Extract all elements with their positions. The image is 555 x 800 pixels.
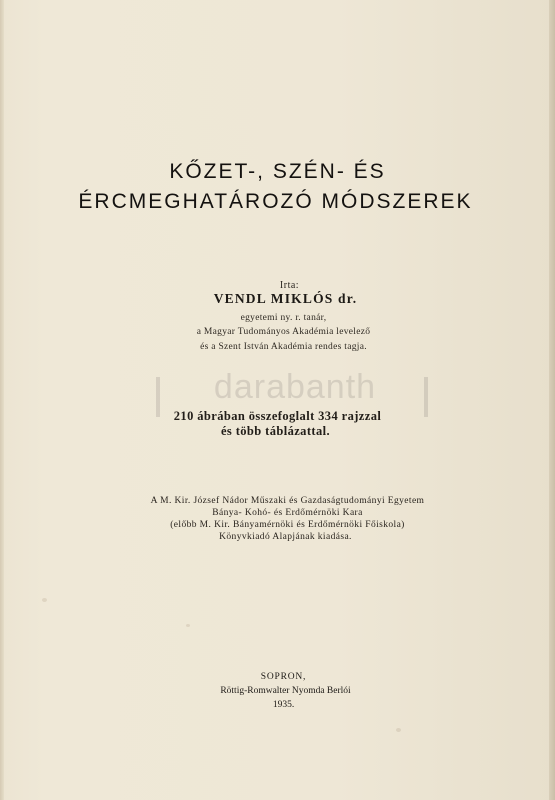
author-name: VENDL MIKLÓS dr. — [213, 291, 358, 306]
paper-spot — [186, 624, 190, 627]
watermark: darabanth — [213, 368, 377, 406]
title-line-1: KŐZET-, SZÉN- ÉS — [169, 160, 386, 183]
publisher-line-1: A M. Kir. József Nádor Műszaki és Gazdaságtudományi Egyetem — [150, 496, 425, 506]
publisher-line-2: Bánya- Kohó- és Erdőmérnöki Kara — [212, 508, 363, 518]
illustrations-line-2: és több táblázattal. — [220, 424, 331, 438]
imprint-year: 1935. — [272, 700, 295, 710]
imprint-place: SOPRON, — [260, 672, 307, 682]
paper-spot — [396, 728, 401, 732]
paper-spot — [42, 598, 47, 602]
title-line-2: ÉRCMEGHATÁROZÓ MÓDSZEREK — [78, 190, 473, 213]
imprint-printer: Röttig-Romwalter Nyomda Berlói — [220, 686, 351, 696]
publisher-line-4: Könyvkiadó Alapjának kiadása. — [219, 532, 352, 542]
publisher-line-3: (előbb M. Kir. Bányamérnöki és Erdőmérnöki Főiskola) — [170, 520, 405, 530]
author-affiliation-1: egyetemi ny. r. tanár, — [240, 313, 327, 323]
author-affiliation-3: és a Szent István Akadémia rendes tagja. — [200, 342, 367, 352]
page-left-edge — [0, 0, 4, 800]
author-affiliation-2: a Magyar Tudományos Akadémia levelező — [196, 327, 371, 337]
written-by-label: Irta: — [279, 280, 300, 291]
illustrations-line-1: 210 ábrában összefoglalt 334 rajzzal — [173, 409, 382, 423]
